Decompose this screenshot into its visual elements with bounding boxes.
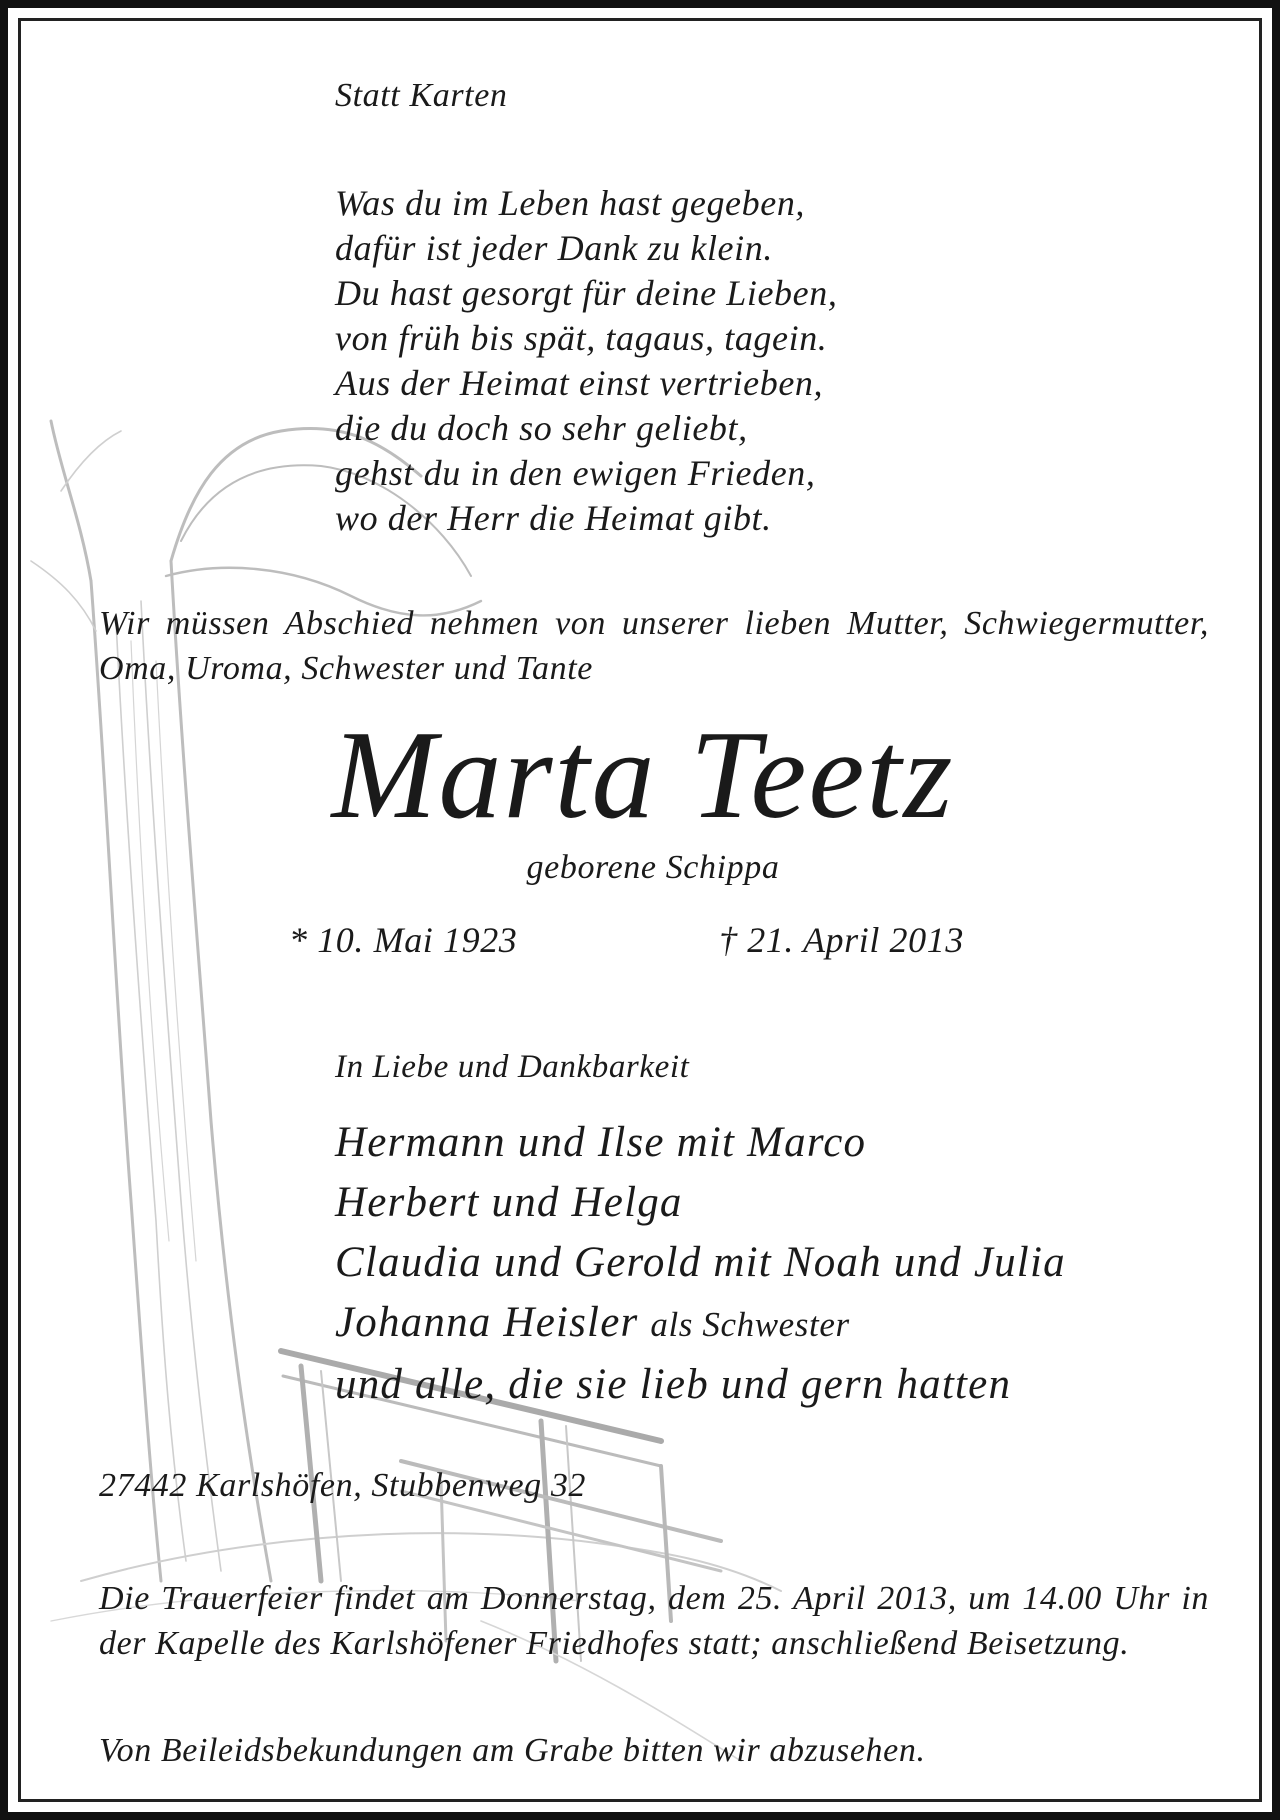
notice-inner-frame xyxy=(18,18,1262,1802)
poem-line: dafür ist jeder Dank zu klein. xyxy=(335,228,773,268)
life-dates xyxy=(289,919,964,961)
condolence-note: Von Beileidsbekundungen am Grabe bitten wir abzusehen. xyxy=(99,1732,926,1769)
maiden-name: geborene Schippa xyxy=(526,849,780,886)
poem-line: von früh bis spät, tagaus, tagein. xyxy=(335,318,828,358)
mourner-line: Herbert und Helga xyxy=(335,1179,683,1226)
mourners-list xyxy=(335,1113,1066,1415)
closing-phrase: In Liebe und Dankbarkeit xyxy=(335,1049,690,1085)
sister-note: als Schwester xyxy=(650,1305,850,1344)
notice-header: Statt Karten xyxy=(335,77,508,114)
family-address: 27442 Karlshöfen, Stubbenweg 32 xyxy=(99,1467,587,1504)
poem-line: wo der Herr die Heimat gibt. xyxy=(335,498,772,538)
mourner-line-sister xyxy=(335,1293,1066,1355)
farewell-text: Wir müssen Abschied nehmen von unserer lieben Mutter, Schwiegermutter, Oma, Uroma, Schwester und Tante xyxy=(99,605,1209,687)
mourner-line: und alle, die sie lieb und gern hatten xyxy=(335,1361,1012,1408)
poem-line: die du doch so sehr geliebt, xyxy=(335,408,748,448)
funeral-info: Die Trauerfeier findet am Donnerstag, dem 25. April 2013, um 14.00 Uhr in der Kapelle des Karlshöfener Friedhofes statt; anschließend Beisetzung. xyxy=(99,1580,1209,1662)
mourner-line: Hermann und Ilse mit Marco xyxy=(335,1119,867,1166)
sister-name: Johanna Heisler xyxy=(335,1299,639,1346)
poem-line: Du hast gesorgt für deine Lieben, xyxy=(335,273,838,313)
death-date: † 21. April 2013 xyxy=(719,920,964,960)
deceased-name: Marta Teetz xyxy=(331,706,955,845)
mourner-line: Claudia und Gerold mit Noah und Julia xyxy=(335,1239,1066,1286)
memorial-poem xyxy=(335,181,837,541)
birth-date: * 10. Mai 1923 xyxy=(289,920,518,960)
poem-line: gehst du in den ewigen Frieden, xyxy=(335,453,816,493)
poem-line: Was du im Leben hast gegeben, xyxy=(335,183,806,223)
poem-line: Aus der Heimat einst vertrieben, xyxy=(335,363,824,403)
